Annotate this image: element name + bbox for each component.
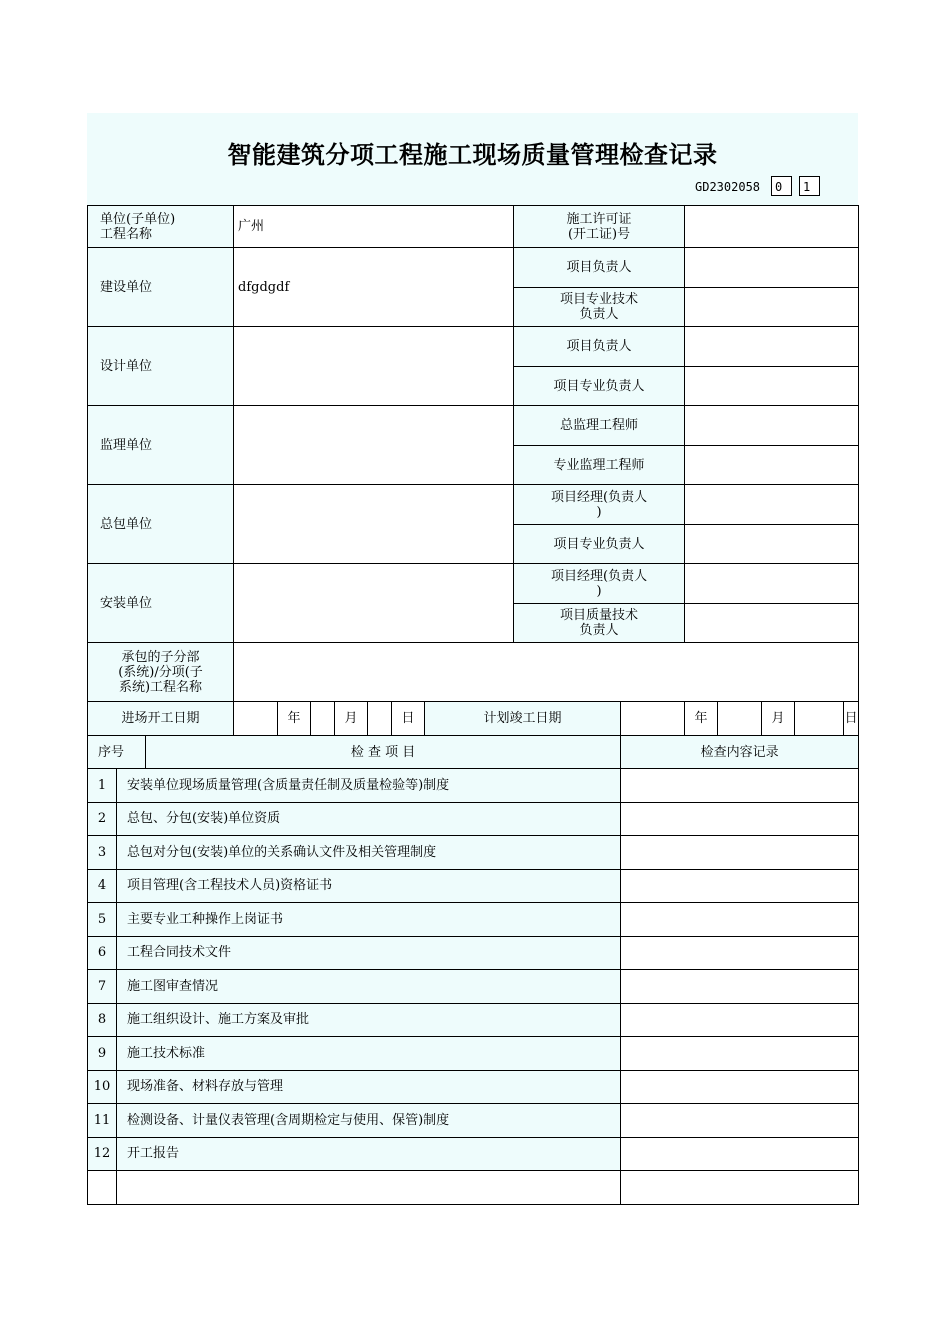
general-pm-label: 项目经理(负责人 ): [514, 485, 685, 525]
table-row: [88, 802, 859, 836]
table-row: [88, 936, 859, 970]
builder-project-lead-value[interactable]: [685, 248, 859, 288]
row-record[interactable]: [621, 1070, 859, 1104]
finish-day-value[interactable]: [795, 702, 844, 736]
table-row: [88, 970, 859, 1004]
permit-value[interactable]: [685, 206, 859, 248]
table-row: [88, 1104, 859, 1138]
row-no: 2: [88, 802, 117, 836]
subproject-value[interactable]: [234, 643, 859, 702]
start-month-unit: 月: [335, 702, 368, 736]
row-item[interactable]: [117, 1171, 621, 1205]
row-no: 1: [88, 769, 117, 803]
installer-pm-label: 项目经理(负责人 ): [514, 564, 685, 604]
row-no: 9: [88, 1037, 117, 1071]
row-no: 3: [88, 836, 117, 870]
record-table: [87, 205, 859, 1205]
row-no: 4: [88, 869, 117, 903]
general-specialty-lead-label: 项目专业负责人: [514, 525, 685, 564]
specialty-supervisor-value[interactable]: [685, 446, 859, 485]
chief-supervisor-label: 总监理工程师: [514, 406, 685, 446]
table-row: [88, 869, 859, 903]
installer-value[interactable]: [234, 564, 514, 643]
start-date-label: 进场开工日期: [88, 702, 234, 736]
col-no-header: 序号: [88, 736, 146, 769]
row-record[interactable]: [621, 836, 859, 870]
builder-label: 建设单位: [88, 248, 234, 327]
table-row: [88, 1171, 859, 1205]
page-title: 智能建筑分项工程施工现场质量管理检查记录: [227, 141, 718, 169]
finish-day-unit: 日: [844, 702, 859, 736]
specialty-supervisor-label: 专业监理工程师: [514, 446, 685, 485]
row-item: 施工技术标准: [117, 1037, 621, 1071]
builder-project-lead-label: 项目负责人: [514, 248, 685, 288]
finish-month-unit: 月: [762, 702, 795, 736]
project-name-value[interactable]: 广州: [234, 206, 514, 248]
row-no: [88, 1171, 117, 1205]
supervision-value[interactable]: [234, 406, 514, 485]
row-item: 安装单位现场质量管理(含质量责任制及质量检验等)制度: [117, 769, 621, 803]
row-no: 11: [88, 1104, 117, 1138]
installer-pm-value[interactable]: [685, 564, 859, 604]
row-item: 项目管理(含工程技术人员)资格证书: [117, 869, 621, 903]
row-record[interactable]: [621, 936, 859, 970]
start-year-value[interactable]: [234, 702, 278, 736]
row-item: 总包、分包(安装)单位资质: [117, 802, 621, 836]
chief-supervisor-value[interactable]: [685, 406, 859, 446]
builder-tech-lead-value[interactable]: [685, 288, 859, 327]
col-record-header: 检查内容记录: [621, 736, 859, 769]
row-item: 现场准备、材料存放与管理: [117, 1070, 621, 1104]
row-no: 6: [88, 936, 117, 970]
design-specialty-lead-label: 项目专业负责人: [514, 367, 685, 406]
design-value[interactable]: [234, 327, 514, 406]
general-contractor-value[interactable]: [234, 485, 514, 564]
row-item: 工程合同技术文件: [117, 936, 621, 970]
row-no: 7: [88, 970, 117, 1004]
table-row: [88, 836, 859, 870]
row-no: 10: [88, 1070, 117, 1104]
col-item-header: 检 查 项 目: [146, 736, 621, 769]
permit-label: 施工许可证 (开工证)号: [514, 206, 685, 248]
subproject-label: 承包的子分部 (系统)/分项(子 系统)工程名称: [88, 643, 234, 702]
finish-year-unit: 年: [685, 702, 718, 736]
table-row: [88, 903, 859, 937]
design-label: 设计单位: [88, 327, 234, 406]
row-no: 12: [88, 1137, 117, 1171]
general-contractor-label: 总包单位: [88, 485, 234, 564]
form-code-box-2[interactable]: 1: [799, 176, 820, 196]
row-item: 施工组织设计、施工方案及审批: [117, 1003, 621, 1037]
row-no: 5: [88, 903, 117, 937]
supervision-label: 监理单位: [88, 406, 234, 485]
table-row: [88, 769, 859, 803]
finish-year-value[interactable]: [621, 702, 685, 736]
general-specialty-lead-value[interactable]: [685, 525, 859, 564]
finish-date-label: 计划竣工日期: [425, 702, 621, 736]
row-record[interactable]: [621, 970, 859, 1004]
row-record[interactable]: [621, 903, 859, 937]
start-day-value[interactable]: [368, 702, 392, 736]
installer-quality-lead-value[interactable]: [685, 604, 859, 643]
table-row: [88, 1137, 859, 1171]
project-name-label: 单位(子单位) 工程名称: [88, 206, 234, 248]
row-record[interactable]: [621, 769, 859, 803]
general-pm-value[interactable]: [685, 485, 859, 525]
start-year-unit: 年: [278, 702, 311, 736]
row-record[interactable]: [621, 1171, 859, 1205]
row-item: 总包对分包(安装)单位的关系确认文件及相关管理制度: [117, 836, 621, 870]
row-no: 8: [88, 1003, 117, 1037]
row-item: 检测设备、计量仪表管理(含周期检定与使用、保管)制度: [117, 1104, 621, 1138]
table-row: [88, 1003, 859, 1037]
design-project-lead-value[interactable]: [685, 327, 859, 367]
row-item: 主要专业工种操作上岗证书: [117, 903, 621, 937]
design-specialty-lead-value[interactable]: [685, 367, 859, 406]
row-item: 开工报告: [117, 1137, 621, 1171]
form-code-box-1[interactable]: 0: [771, 176, 792, 196]
builder-tech-lead-label: 项目专业技术 负责人: [514, 288, 685, 327]
design-project-lead-label: 项目负责人: [514, 327, 685, 367]
table-row: [88, 1037, 859, 1071]
start-day-unit: 日: [392, 702, 425, 736]
row-item: 施工图审查情况: [117, 970, 621, 1004]
form-code: GD2302058: [695, 180, 761, 194]
row-record[interactable]: [621, 1137, 859, 1171]
row-record[interactable]: [621, 1104, 859, 1138]
row-record[interactable]: [621, 869, 859, 903]
row-record[interactable]: [621, 1037, 859, 1071]
start-month-value[interactable]: [311, 702, 335, 736]
row-record[interactable]: [621, 802, 859, 836]
row-record[interactable]: [621, 1003, 859, 1037]
installer-label: 安装单位: [88, 564, 234, 643]
installer-quality-lead-label: 项目质量技术 负责人: [514, 604, 685, 643]
finish-month-value[interactable]: [718, 702, 762, 736]
table-row: [88, 1070, 859, 1104]
builder-value[interactable]: dfgdgdf: [234, 248, 514, 327]
